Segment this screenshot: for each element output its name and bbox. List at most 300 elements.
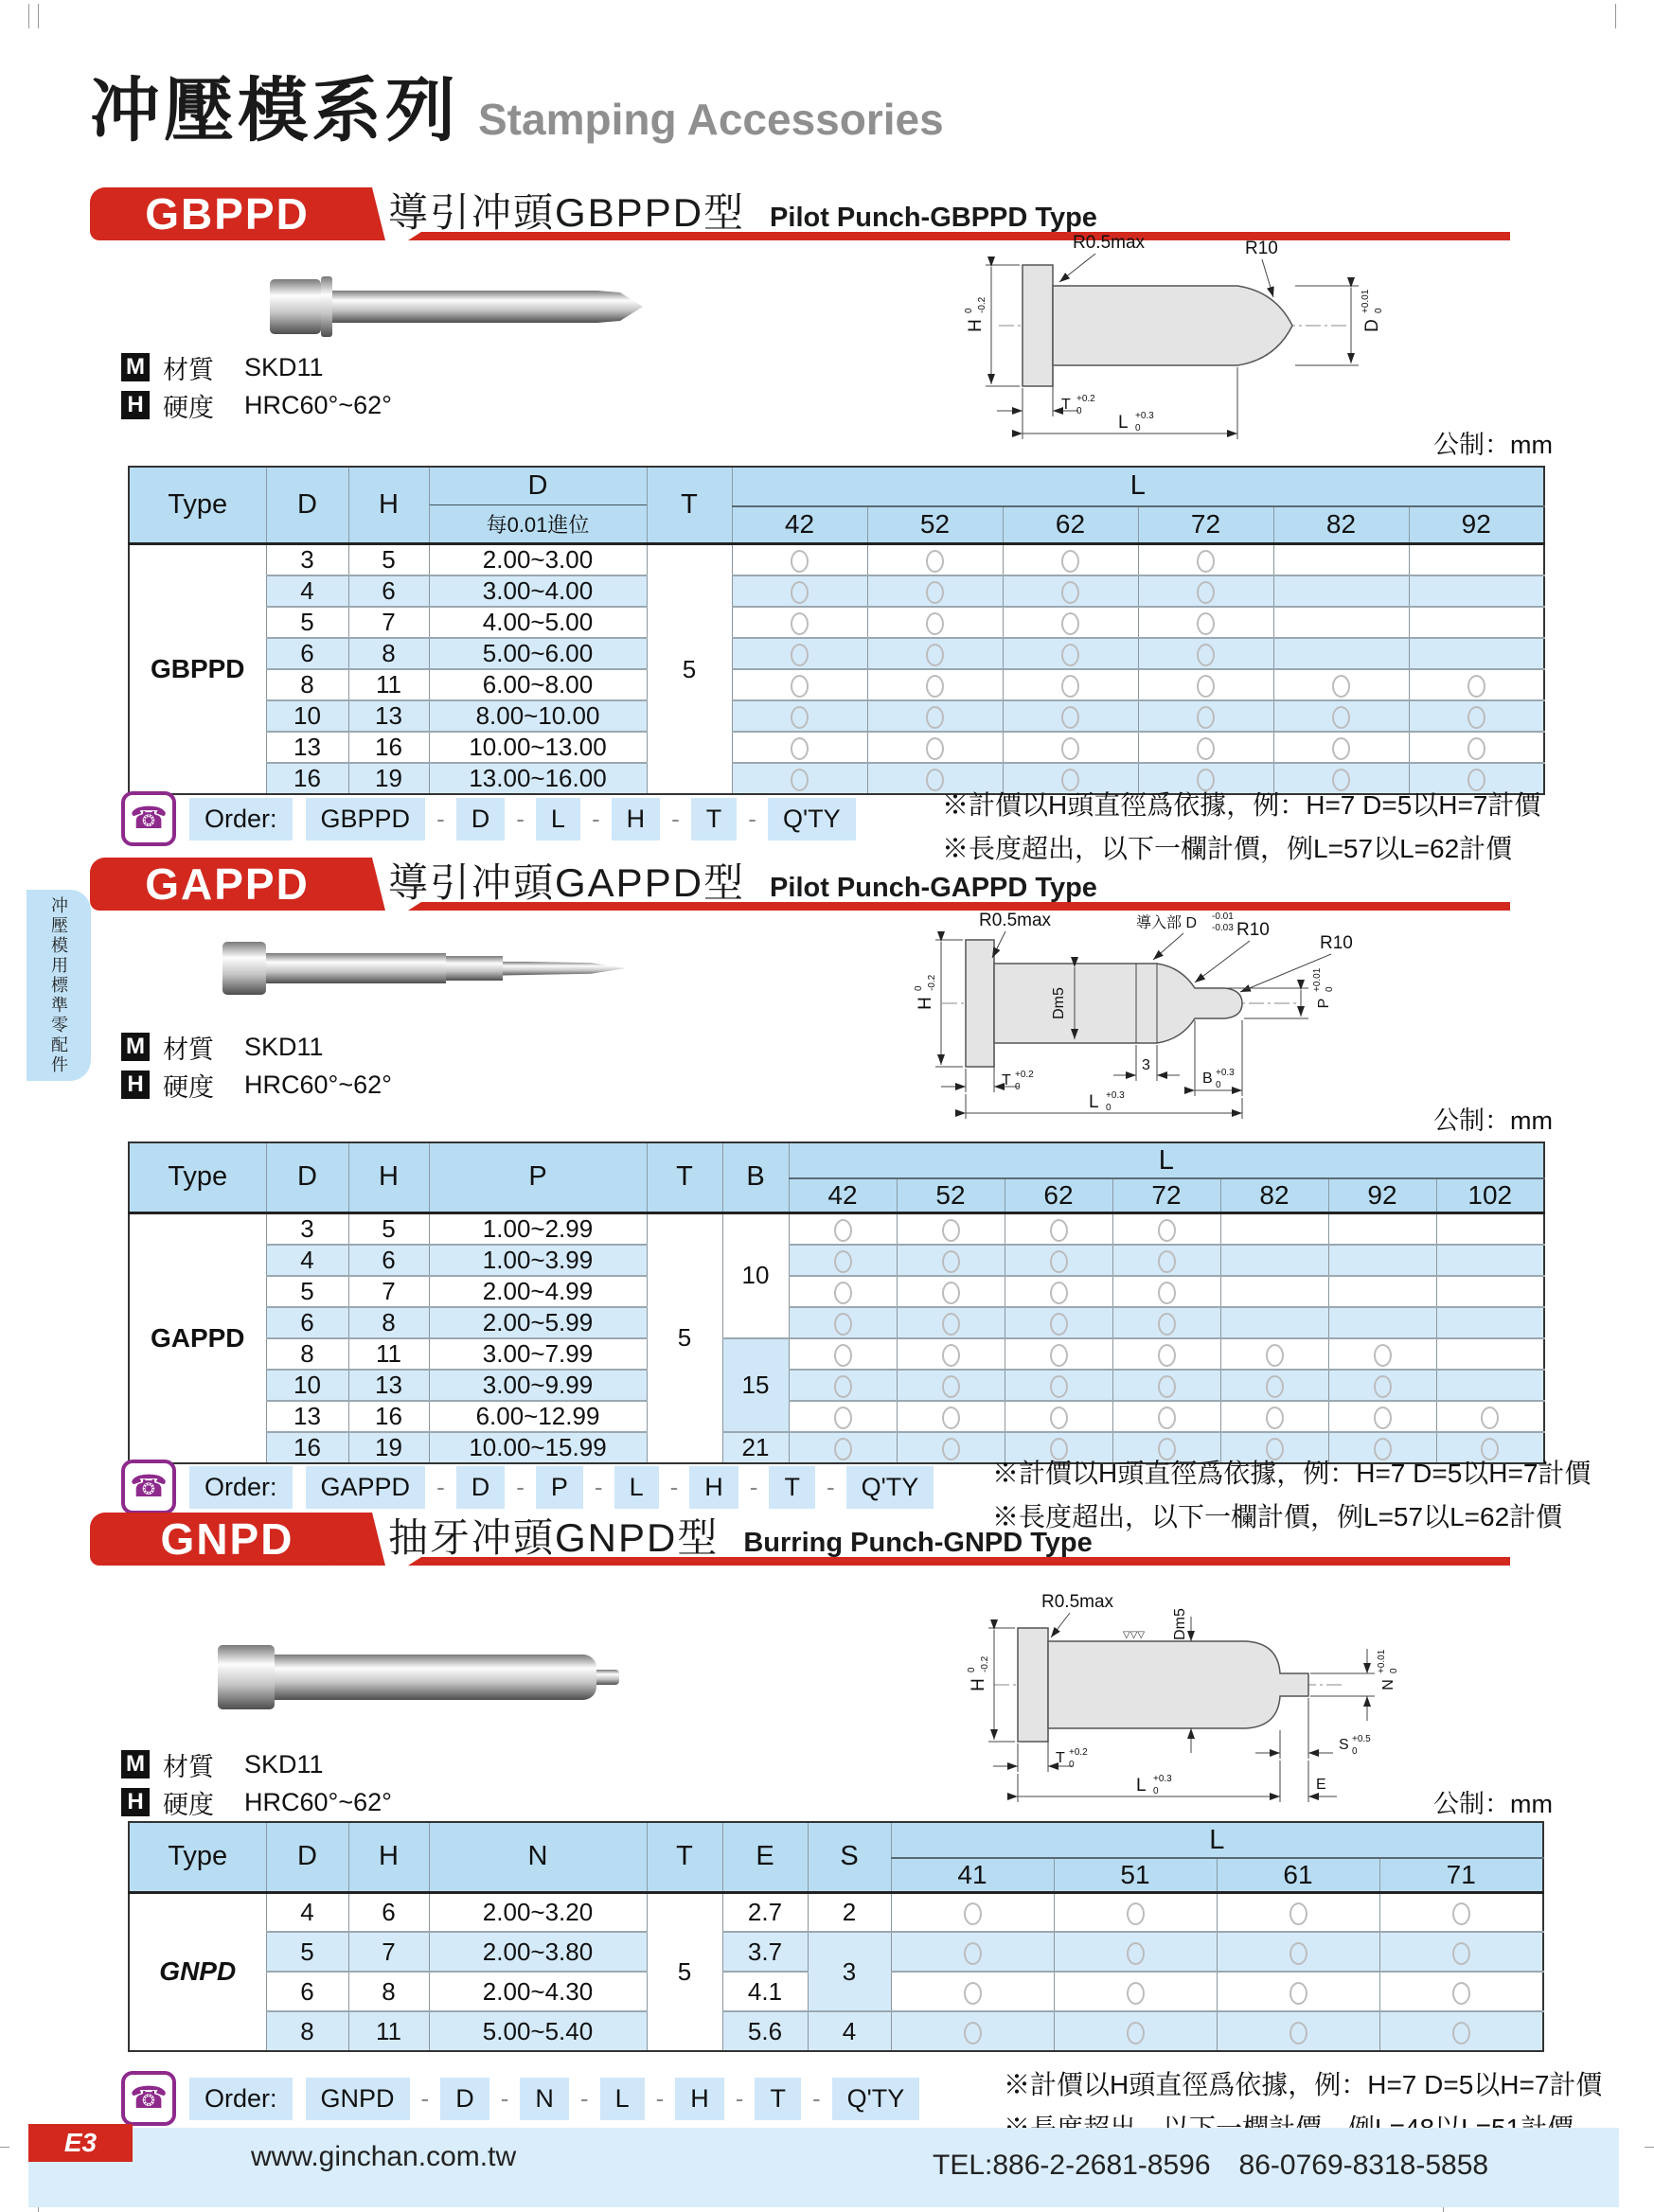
availability-circle <box>1289 1902 1307 1925</box>
column-header <box>429 467 647 544</box>
order-part: Q'TY <box>768 798 856 841</box>
material-value: SKD11 <box>244 352 324 381</box>
value-cell: 8 <box>266 2011 348 2051</box>
availability-circle <box>1050 1250 1068 1273</box>
availability-circle <box>1332 737 1350 760</box>
availability-cell <box>1054 1932 1217 1972</box>
phone-icon: ☎ <box>121 1460 176 1514</box>
availability-circle <box>1050 1375 1068 1398</box>
value-cell: 10.00~13.00 <box>429 732 647 763</box>
material-info-gnpd <box>121 1745 392 1821</box>
availability-circle <box>1197 644 1215 666</box>
column-header: D <box>266 1822 348 1892</box>
dim-label-n: N <box>1380 1679 1396 1690</box>
value-cell: 3 <box>266 1212 348 1245</box>
side-tab-label: 冲壓模用標準零配件 <box>49 895 68 1075</box>
order-dash: - <box>735 2083 744 2113</box>
dim-tol-p-top: +0.01 <box>1312 967 1323 992</box>
value-cell: 8 <box>348 638 429 669</box>
availability-circle <box>1197 675 1215 698</box>
hardness-label: 硬度 <box>163 1072 214 1102</box>
availability-circle <box>791 769 809 791</box>
crop-mark <box>1615 4 1616 28</box>
dim-label-t: T <box>1002 1072 1011 1088</box>
availability-empty-cell <box>1436 1370 1544 1401</box>
annotation-lead-tol-top: -0.01 <box>1212 911 1234 922</box>
value-cell: 16 <box>348 732 429 763</box>
availability-circle <box>926 612 944 635</box>
availability-cell <box>897 1401 1005 1432</box>
column-header: Type <box>129 1822 266 1892</box>
column-header-l: L <box>789 1142 1544 1178</box>
annotation-r10b: R10 <box>1320 933 1353 953</box>
availability-cell <box>867 700 1003 732</box>
value-cell: 13 <box>348 700 429 732</box>
order-dash: - <box>436 1472 445 1501</box>
availability-circle <box>834 1313 852 1336</box>
hardness-value: HRC60°~62° <box>244 1070 392 1099</box>
order-part: Q'TY <box>832 2078 920 2120</box>
availability-empty-cell <box>1436 1245 1544 1276</box>
dim-label-l: L <box>1089 1092 1099 1112</box>
value-cell: 16 <box>266 763 348 794</box>
value-cell: 7 <box>348 1276 429 1307</box>
order-part: N <box>520 2078 569 2120</box>
availability-circle <box>1452 1902 1470 1925</box>
value-cell: 4.1 <box>722 1972 808 2011</box>
availability-circle <box>942 1219 960 1242</box>
section-title-zh: 抽牙冲頭GNPD型 <box>388 1515 720 1560</box>
value-cell: 6 <box>266 1972 348 2011</box>
length-column-header: 42 <box>732 506 867 544</box>
order-dash: - <box>420 2083 430 2113</box>
column-header-sub: 每0.01進位 <box>486 513 590 537</box>
value-cell: 13 <box>266 1401 348 1432</box>
value-cell: 3.00~7.99 <box>429 1338 647 1370</box>
value-cell: 5 <box>266 607 348 638</box>
annotation-r05max: R0.5max <box>1073 233 1146 253</box>
value-cell: 3.00~9.99 <box>429 1370 647 1401</box>
availability-cell <box>1003 544 1138 576</box>
order-part: T <box>769 1466 815 1509</box>
availability-empty-cell <box>1436 1307 1544 1338</box>
availability-circle <box>1127 1982 1145 2005</box>
availability-cell <box>732 669 867 700</box>
availability-empty-cell <box>1220 1276 1328 1307</box>
t-value-cell: 5 <box>647 544 732 795</box>
order-dash: - <box>591 804 600 833</box>
length-column-header: 72 <box>1138 506 1273 544</box>
annotation-r05max: R0.5max <box>979 911 1052 930</box>
photo-step <box>446 956 503 981</box>
annotation-r05max: R0.5max <box>1041 1592 1114 1612</box>
availability-cell <box>789 1245 897 1276</box>
spec-table-gappd <box>128 1141 1545 1464</box>
value-cell: 7 <box>348 607 429 638</box>
availability-cell <box>789 1370 897 1401</box>
availability-circle <box>926 706 944 729</box>
availability-cell <box>1003 607 1138 638</box>
availability-circle <box>1266 1344 1284 1367</box>
value-cell: 10.00~15.99 <box>429 1432 647 1463</box>
availability-cell <box>1436 1401 1544 1432</box>
dim-tol-b-top: +0.3 <box>1216 1068 1235 1078</box>
order-dash: - <box>516 804 525 833</box>
availability-cell <box>732 700 867 732</box>
column-header: T <box>647 467 732 544</box>
note-line: ※計價以H頭直徑爲依據，例：H=7 D=5以H=7計價 <box>1004 2070 1603 2099</box>
value-cell: 2.00~3.20 <box>429 1892 647 1932</box>
availability-circle <box>791 581 809 604</box>
length-column-header: 82 <box>1220 1178 1328 1212</box>
availability-circle <box>1158 1282 1176 1304</box>
availability-circle <box>1050 1313 1068 1336</box>
order-dash: - <box>436 804 445 833</box>
value-cell: 1.00~2.99 <box>429 1212 647 1245</box>
photo-needle-tip <box>503 962 626 976</box>
availability-cell <box>867 575 1003 607</box>
availability-circle <box>1158 1375 1176 1398</box>
length-column-header: 62 <box>1005 1178 1112 1212</box>
availability-circle <box>964 1982 982 2005</box>
photo-head <box>218 1645 275 1709</box>
metric-unit-label: 公制：mm <box>1433 431 1553 459</box>
annotation-lead: 導入部 D <box>1136 915 1198 931</box>
column-header: T <box>647 1822 722 1892</box>
technical-drawing-gbppd <box>933 229 1572 451</box>
availability-circle <box>1197 706 1215 729</box>
dim-tol-l-bot: 0 <box>1153 1786 1159 1796</box>
availability-circle <box>1158 1407 1176 1429</box>
dim-label-p: P <box>1316 998 1332 1009</box>
value-cell: 10 <box>266 1370 348 1401</box>
availability-circle <box>942 1282 960 1304</box>
availability-circle <box>1374 1407 1392 1429</box>
dim-tol-h-bot: -0.2 <box>927 974 937 991</box>
availability-cell <box>1409 700 1544 732</box>
availability-empty-cell <box>1220 1212 1328 1245</box>
value-cell: 1.00~3.99 <box>429 1245 647 1276</box>
availability-circle <box>964 1942 982 1965</box>
section-title-en: Pilot Punch-GBPPD Type <box>770 203 1097 233</box>
section-banner-gnpd <box>90 1513 1510 1567</box>
availability-cell <box>1112 1307 1220 1338</box>
order-dash: - <box>669 1472 679 1501</box>
dim-tol-t-bot: 0 <box>1015 1082 1021 1092</box>
dim-tol-h-top: 0 <box>964 308 974 313</box>
dim-tol-l-top: +0.3 <box>1153 1774 1172 1784</box>
dim-label-b: B <box>1202 1071 1213 1087</box>
order-part: H <box>675 2078 724 2120</box>
availability-empty-cell <box>1220 1245 1328 1276</box>
availability-circle <box>1127 1902 1145 1925</box>
order-part: L <box>536 798 580 841</box>
availability-circle <box>1061 550 1079 573</box>
availability-cell <box>1005 1370 1112 1401</box>
availability-cell <box>1273 732 1409 763</box>
order-dash: - <box>671 804 680 833</box>
value-cell: 4 <box>266 575 348 607</box>
value-cell: 8 <box>266 1338 348 1370</box>
availability-cell <box>1409 732 1544 763</box>
availability-circle <box>834 1282 852 1304</box>
availability-circle <box>1289 1942 1307 1965</box>
order-dash: - <box>579 2083 589 2113</box>
hardness-badge: H <box>121 391 150 419</box>
availability-empty-cell <box>1220 1307 1328 1338</box>
value-cell: 5 <box>266 1276 348 1307</box>
order-format <box>306 798 856 841</box>
order-part: Q'TY <box>846 1466 934 1509</box>
availability-circle <box>1266 1375 1284 1398</box>
dim-tol-s-top: +0.5 <box>1352 1734 1371 1744</box>
photo-stub-tip <box>596 1670 619 1685</box>
availability-cell <box>897 1212 1005 1245</box>
availability-cell <box>897 1276 1005 1307</box>
availability-circle <box>1197 737 1215 760</box>
availability-circle <box>926 550 944 573</box>
availability-circle <box>1061 644 1079 666</box>
availability-circle <box>1127 1942 1145 1965</box>
hardness-value: HRC60°~62° <box>244 1787 392 1816</box>
order-dash: - <box>500 2083 509 2113</box>
availability-circle <box>1050 1282 1068 1304</box>
column-header: H <box>348 467 429 544</box>
group-value-cell: 15 <box>722 1338 789 1432</box>
availability-circle <box>1061 706 1079 729</box>
availability-circle <box>1374 1375 1392 1398</box>
spec-table-gbppd <box>128 466 1545 795</box>
column-header: H <box>348 1142 429 1212</box>
dim-tol-d-top: +0.01 <box>1361 289 1371 313</box>
material-info-gappd <box>121 1028 392 1104</box>
photo-tip <box>597 291 643 323</box>
annotation-r10: R10 <box>1245 239 1278 258</box>
availability-cell <box>867 669 1003 700</box>
hardness-label: 硬度 <box>163 393 214 422</box>
availability-circle <box>791 612 809 635</box>
availability-cell <box>867 607 1003 638</box>
availability-circle <box>1158 1219 1176 1242</box>
column-header-main: D <box>430 468 647 505</box>
column-header: D <box>266 467 348 544</box>
availability-cell <box>1138 607 1273 638</box>
dim-tol-t-bot: 0 <box>1076 406 1082 416</box>
section-title-en: Pilot Punch-GAPPD Type <box>770 873 1097 903</box>
order-format <box>306 1466 934 1509</box>
order-part: P <box>536 1466 583 1509</box>
availability-cell <box>1003 700 1138 732</box>
value-cell: 8 <box>266 669 348 700</box>
availability-cell <box>1005 1338 1112 1370</box>
availability-empty-cell <box>1273 575 1409 607</box>
length-column-header: 61 <box>1217 1858 1379 1892</box>
material-label: 材質 <box>163 1752 214 1781</box>
availability-cell <box>1379 1892 1543 1932</box>
order-part: GNPD <box>306 2078 410 2120</box>
availability-circle <box>1061 675 1079 698</box>
availability-circle <box>1050 1344 1068 1367</box>
availability-circle <box>791 706 809 729</box>
availability-empty-cell <box>1273 544 1409 576</box>
dim-tol-h-top: 0 <box>914 985 924 991</box>
order-part: H <box>612 798 661 841</box>
dim-tol-t-bot: 0 <box>1069 1760 1075 1770</box>
dim-tol-n-top: +0.01 <box>1377 1649 1387 1673</box>
value-cell: 8 <box>348 1972 429 2011</box>
availability-empty-cell <box>1328 1245 1436 1276</box>
availability-circle <box>1050 1407 1068 1429</box>
availability-circle <box>1332 706 1350 729</box>
value-cell: 3 <box>266 544 348 576</box>
dim-label-h: H <box>916 997 935 1010</box>
phone-icon: ☎ <box>121 2071 176 2126</box>
value-cell: 13 <box>348 1370 429 1401</box>
availability-empty-cell <box>1273 638 1409 669</box>
material-label: 材質 <box>163 1035 214 1064</box>
order-label: Order: <box>189 2078 293 2120</box>
availability-cell <box>1220 1338 1328 1370</box>
dim-label-dm5: Dm5 <box>1172 1608 1188 1640</box>
footer-website[interactable]: www.ginchan.com.tw <box>251 2141 517 2172</box>
availability-circle <box>834 1344 852 1367</box>
value-cell: 19 <box>348 1432 429 1463</box>
dim-label-3: 3 <box>1142 1057 1150 1073</box>
value-cell: 5 <box>348 1212 429 1245</box>
value-cell: 6 <box>348 575 429 607</box>
dim-tol-n-bot: 0 <box>1389 1668 1399 1673</box>
order-dash: - <box>655 2083 665 2113</box>
material-badge: M <box>121 1750 150 1778</box>
group-value-cell: 21 <box>722 1432 789 1463</box>
availability-cell <box>1003 669 1138 700</box>
order-dash: - <box>826 1472 835 1501</box>
dim-tol-h-top: 0 <box>967 1667 977 1672</box>
availability-cell <box>1138 575 1273 607</box>
availability-circle <box>791 675 809 698</box>
availability-empty-cell <box>1409 575 1544 607</box>
length-column-header: 51 <box>1054 1858 1217 1892</box>
availability-circle <box>1452 1942 1470 1965</box>
length-column-header: 71 <box>1379 1858 1543 1892</box>
availability-cell <box>1138 700 1273 732</box>
availability-cell <box>1379 1932 1543 1972</box>
section-banner-gappd <box>90 858 1510 912</box>
availability-empty-cell <box>1436 1212 1544 1245</box>
column-header: T <box>647 1142 722 1212</box>
value-cell: 2.7 <box>722 1892 808 1932</box>
material-badge: M <box>121 353 150 381</box>
availability-circle <box>791 644 809 666</box>
t-value-cell: 5 <box>647 1892 722 2051</box>
photo-collar <box>321 276 332 337</box>
availability-empty-cell <box>1273 607 1409 638</box>
availability-empty-cell <box>1409 638 1544 669</box>
side-tab <box>27 890 91 1081</box>
t-value-cell: 5 <box>647 1212 722 1463</box>
section-code: GNPD <box>160 1514 294 1564</box>
availability-cell <box>897 1432 1005 1463</box>
order-row-gbppd <box>121 791 856 846</box>
product-photo-gnpd <box>218 1645 619 1709</box>
availability-cell <box>789 1432 897 1463</box>
value-cell: 4 <box>266 1892 348 1932</box>
availability-cell <box>732 544 867 576</box>
length-column-header: 102 <box>1436 1178 1544 1212</box>
value-cell: 16 <box>348 1401 429 1432</box>
availability-circle <box>942 1250 960 1273</box>
availability-cell <box>1217 1932 1379 1972</box>
availability-cell <box>1003 732 1138 763</box>
value-cell: 10 <box>266 700 348 732</box>
metric-unit-label: 公制：mm <box>1433 1790 1553 1818</box>
column-header-l: L <box>732 467 1544 506</box>
availability-cell <box>891 1972 1054 2011</box>
value-cell: 5.00~5.40 <box>429 2011 647 2051</box>
availability-circle <box>942 1407 960 1429</box>
order-label: Order: <box>189 798 293 841</box>
note-line: ※計價以H頭直徑爲依據，例：H=7 D=5以H=7計價 <box>992 1459 1592 1488</box>
dim-label-e: E <box>1316 1777 1326 1793</box>
column-header: D <box>266 1142 348 1212</box>
value-cell: 19 <box>348 763 429 794</box>
annotation-r10a: R10 <box>1236 920 1270 940</box>
availability-cell <box>1054 1892 1217 1932</box>
availability-cell <box>1217 1892 1379 1932</box>
phone-icon: ☎ <box>121 791 176 846</box>
type-cell: GNPD <box>129 1892 266 2051</box>
note-line: ※長度超出，以下一欄計價，例L=57以L=62計價 <box>942 834 1513 863</box>
availability-cell <box>1217 1972 1379 2011</box>
availability-cell <box>867 638 1003 669</box>
value-cell: 5 <box>348 544 429 576</box>
availability-empty-cell <box>1328 1307 1436 1338</box>
availability-cell <box>1054 1972 1217 2011</box>
availability-cell <box>1005 1307 1112 1338</box>
value-cell: 13 <box>266 732 348 763</box>
type-cell: GBPPD <box>129 544 266 795</box>
dim-tol-p-bot: 0 <box>1325 986 1335 992</box>
photo-head <box>270 279 321 334</box>
availability-cell <box>1112 1212 1220 1245</box>
value-cell: 6 <box>348 1245 429 1276</box>
availability-circle <box>942 1438 960 1460</box>
availability-circle <box>926 581 944 604</box>
column-header: E <box>722 1822 808 1892</box>
dim-label-s: S <box>1339 1737 1349 1753</box>
hardness-value: HRC60°~62° <box>244 390 392 419</box>
order-part: D <box>440 2078 489 2120</box>
page-number-badge: E3 <box>28 2124 133 2162</box>
availability-cell <box>1112 1245 1220 1276</box>
availability-circle <box>791 737 809 760</box>
availability-empty-cell <box>1328 1276 1436 1307</box>
availability-circle <box>1481 1407 1499 1429</box>
value-cell: 2.00~3.80 <box>429 1932 647 1972</box>
availability-cell <box>1054 2011 1217 2051</box>
availability-circle <box>834 1250 852 1273</box>
availability-circle <box>834 1219 852 1242</box>
crop-mark <box>28 4 29 28</box>
column-header: N <box>429 1822 647 1892</box>
dim-tol-l-bot: 0 <box>1135 423 1141 434</box>
availability-cell <box>1138 544 1273 576</box>
availability-cell <box>789 1307 897 1338</box>
value-cell: 11 <box>348 2011 429 2051</box>
order-dash: - <box>748 804 756 833</box>
availability-circle <box>964 1902 982 1925</box>
section-title-en: Burring Punch-GNPD Type <box>743 1528 1093 1558</box>
